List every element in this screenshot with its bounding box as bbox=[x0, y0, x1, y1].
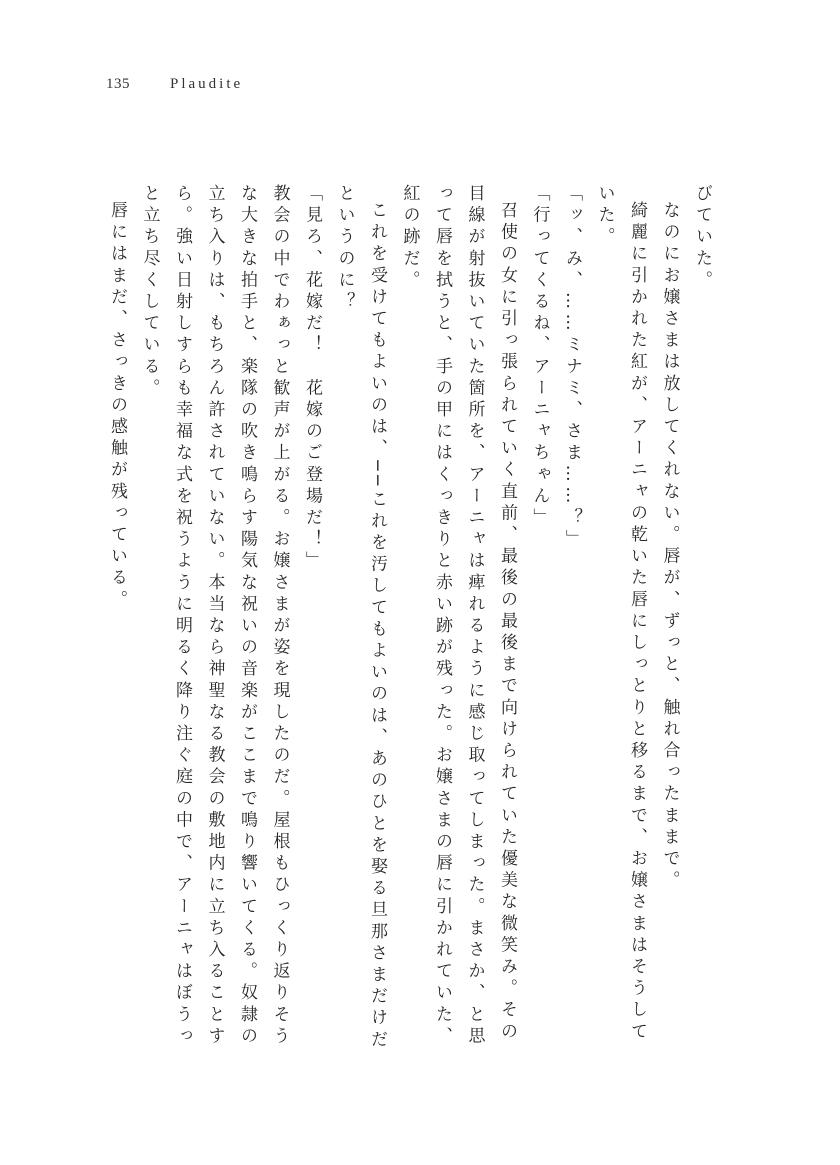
running-title: Plaudite bbox=[170, 76, 244, 92]
paragraph: なのにお嬢さまは放してくれない。唇が、ずっと、触れ合ったままで。 bbox=[659, 201, 680, 893]
page-header bbox=[106, 76, 243, 100]
paragraph: 綺麗に引かれた紅が、アーニャの乾いた唇にしっとりと移るまで、お嬢さまはそうしていた。 bbox=[594, 184, 647, 1044]
paragraph: これを受けてもよいのは、──これを汚してもよいのは、あのひとを娶る旦那さまだけだというのに？ bbox=[334, 184, 387, 1052]
dialogue-line: 「行ってくるね、アーニャちゃん」 bbox=[529, 184, 550, 530]
paragraph: 教会の中でわぁっと歓声が上がる。お嬢さまが姿を現したのだ。屋根もひっくり返りそうな大きな拍手と、楽隊の吹き鳴らす陽気な祝いの音楽がここまで鳴り響いてくる。奴隷の立ち入りは、もちろん許されていない。本当なら神聖なる教会の敷地内に立ち入ることすら。強い日射しすらも幸福な式を祝うように明るく降り注ぐ庭の中で、アーニャはぼうっと立ち尽くしている。 bbox=[139, 184, 290, 1048]
vertical-body-text bbox=[107, 184, 718, 1064]
paragraph: びていた。 bbox=[692, 184, 712, 292]
paragraph: 唇にはまだ、さっきの感触が残っている。 bbox=[107, 201, 127, 612]
paragraph: 召使の女に引っ張られていく直前、最後の最後まで向けられていた優美な微笑み。その目線が射抜いていた箇所を、アーニャは痺れるように感じ取ってしまった。まさか、と思って唇を拭うと、手の甲にはくっきりと赤い跡が残った。お嬢さまの唇に引かれていた、紅の跡だ。 bbox=[399, 184, 517, 1048]
page-number: 135 bbox=[106, 76, 130, 92]
dialogue-line: 「ッ、み、……ミナミ、さま……？」 bbox=[562, 184, 582, 552]
dialogue-line: 「見ろ、花嫁だ！ 花嫁のご登場だ！」 bbox=[302, 184, 322, 573]
